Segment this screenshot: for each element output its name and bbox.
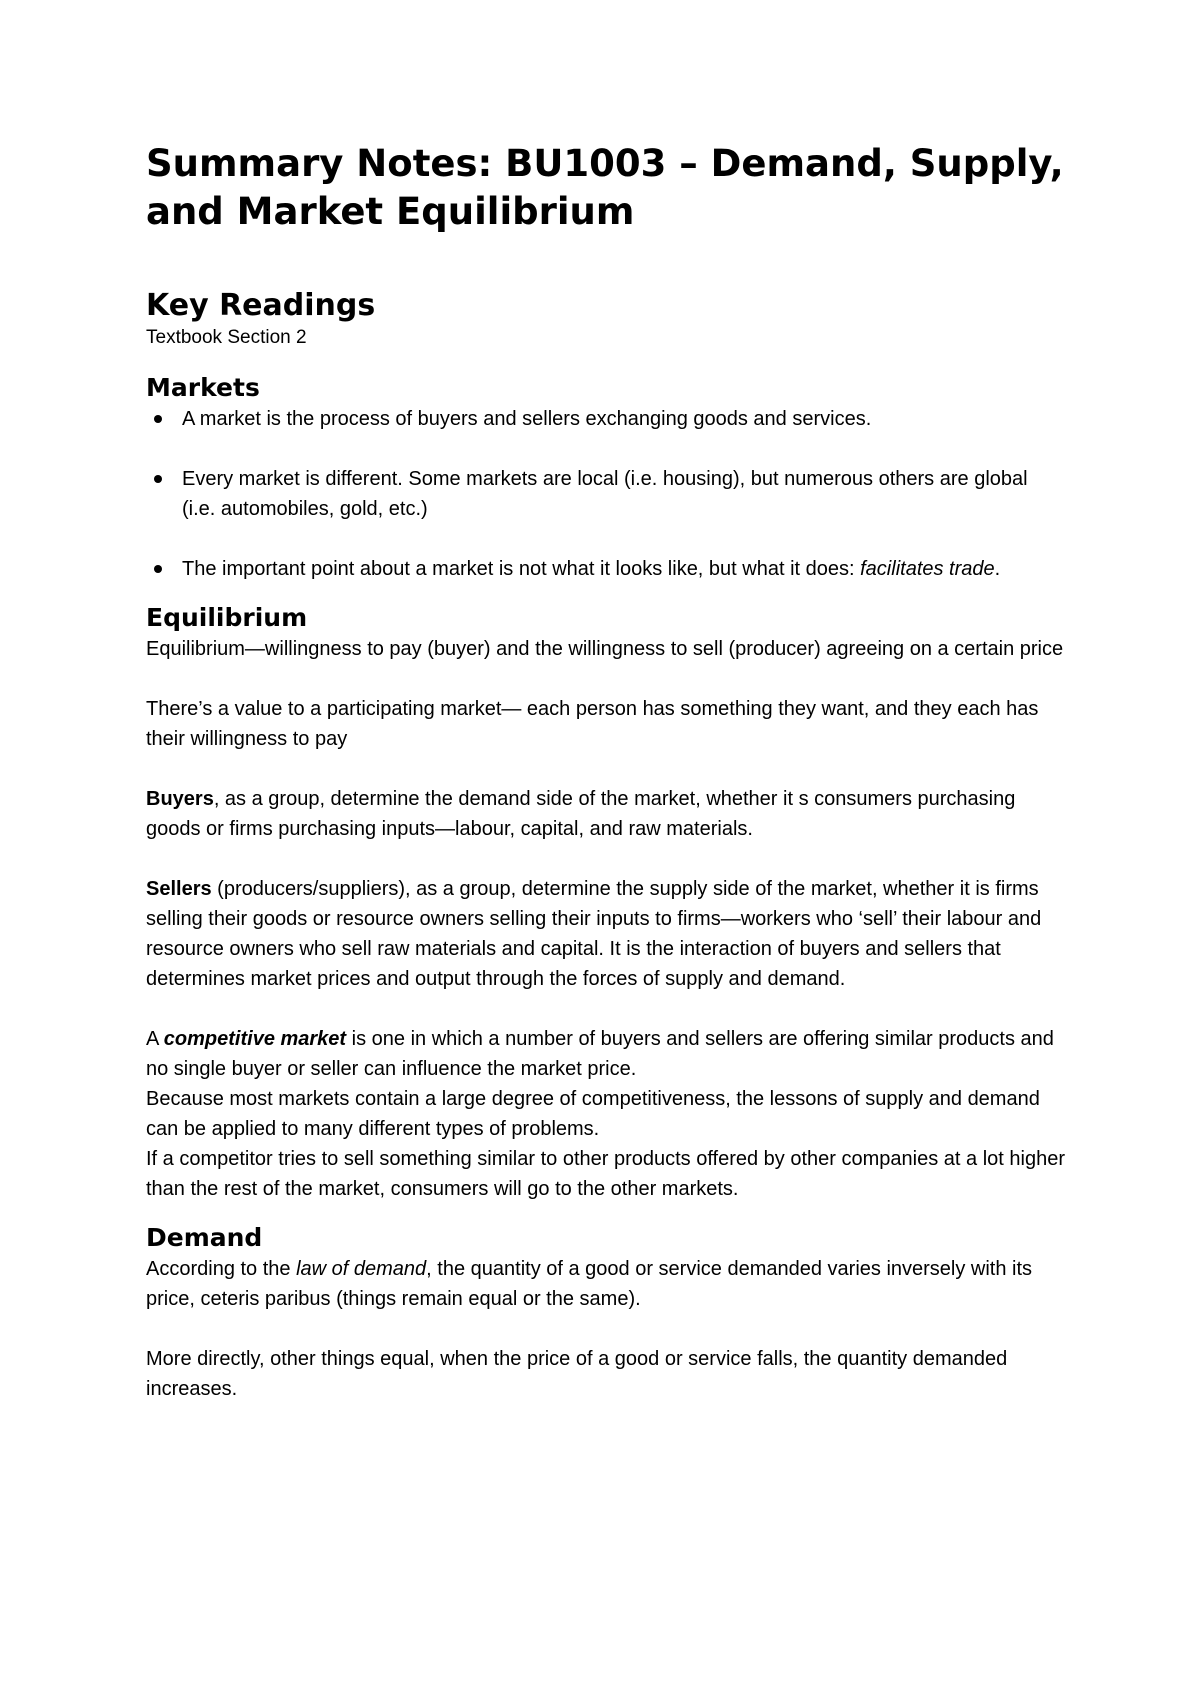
- bullet-text-end: .: [994, 558, 1001, 580]
- bullet-icon: [154, 415, 162, 423]
- competitive-market-paragraph: [146, 1024, 1066, 1084]
- demand-paragraph-2: More directly, other things equal, when the price of a good or service falls, the quantity demanded increases.: [146, 1348, 1008, 1400]
- key-readings-heading: Key Readings: [146, 288, 376, 323]
- bullet-text-italic: facilitates trade: [860, 558, 995, 580]
- bullet-icon: [154, 565, 162, 573]
- law-of-demand-term: law of demand: [296, 1258, 427, 1280]
- document-title: Summary Notes: BU1003 – Demand, Supply, and Market Equilibrium: [146, 142, 1064, 233]
- competitiveness-paragraph: Because most markets contain a large degree of competitiveness, the lessons of supply and demand can be applied to many different types of problems.: [146, 1088, 1040, 1140]
- bullet-text: A market is the process of buyers and sellers exchanging goods and services.: [182, 408, 872, 430]
- markets-heading: Markets: [146, 373, 260, 402]
- list-item: [146, 464, 1066, 524]
- equilibrium-paragraph-1: Equilibrium—willingness to pay (buyer) and the willingness to sell (producer) agreeing on a certain price: [146, 638, 1064, 660]
- sellers-term: Sellers: [146, 878, 212, 900]
- competitor-paragraph: If a competitor tries to sell something similar to other products offered by other companies at a lot higher than the rest of the market, consumers will go to the other markets.: [146, 1148, 1065, 1200]
- demand-text: , the quantity of a good or service demanded varies inversely with its price, ceteris paribus (things remain equal or the same).: [146, 1258, 1033, 1310]
- sellers-text: (producers/suppliers), as a group, determine the supply side of the market, whether it is firms selling their goods or resource owners selling their inputs to firms—workers who ‘sell’ their labour and resource owners who sell raw materials and capital. It is the interaction of buyers and sellers that determines market prices and output through the forces of supply and demand.: [146, 878, 1042, 990]
- sellers-paragraph: [146, 874, 1066, 994]
- buyers-text: , as a group, determine the demand side of the market, whether it s consumers purchasing goods or firms purchasing inputs—labour, capital, and raw materials.: [146, 788, 1016, 840]
- list-item: [146, 554, 1066, 584]
- competitive-market-term: competitive market: [163, 1028, 347, 1050]
- buyers-paragraph: [146, 784, 1066, 844]
- demand-heading: Demand: [146, 1223, 263, 1252]
- demand-lead: According to the: [146, 1258, 297, 1280]
- bullet-icon: [154, 475, 162, 483]
- bullet-text: The important point about a market is not what it looks like, but what it does:: [182, 558, 861, 580]
- buyers-term: Buyers: [146, 788, 214, 810]
- equilibrium-paragraph-2: There’s a value to a participating market— each person has something they want, and they each has their willingness to pay: [146, 698, 1039, 750]
- markets-bullet-list: [146, 404, 1066, 584]
- demand-paragraph-1: [146, 1254, 1066, 1314]
- equilibrium-heading: Equilibrium: [146, 603, 308, 632]
- document-page: [146, 140, 1066, 1404]
- competitive-market-text: is one in which a number of buyers and sellers are offering similar products and no single buyer or seller can influence the market price.: [146, 1028, 1054, 1080]
- key-readings-text: Textbook Section 2: [146, 327, 307, 348]
- competitive-market-lead: A: [146, 1028, 164, 1050]
- bullet-text: Every market is different. Some markets are local (i.e. housing), but numerous others are global (i.e. automobiles, gold, etc.): [182, 468, 1028, 520]
- list-item: [146, 404, 1066, 434]
